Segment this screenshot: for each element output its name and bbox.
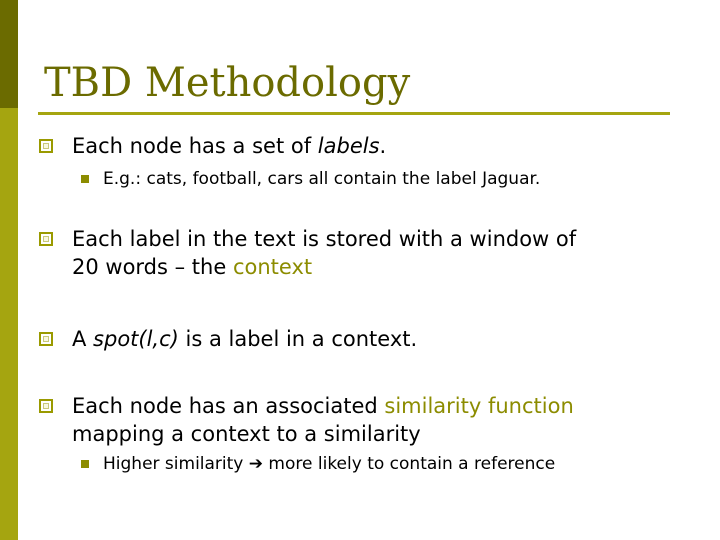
bullet-square-icon xyxy=(39,399,53,413)
bullet-4-text: Each node has an associated similarity function mapping a context to a similarity xyxy=(72,394,574,446)
sub-bullet-square-icon xyxy=(81,460,89,468)
bullet-3-text: A spot(l,c) is a label in a context. xyxy=(72,327,418,351)
bullet-square-icon xyxy=(39,332,53,346)
sidebar-band-top xyxy=(0,0,18,108)
bullet-square-icon xyxy=(39,232,53,246)
bullet-4-sub-text: Higher similarity ➔ more likely to contain a reference xyxy=(103,454,556,474)
bullet-square-icon xyxy=(39,139,53,153)
sidebar-band-bottom xyxy=(0,108,18,540)
sub-bullet-square-icon xyxy=(81,175,89,183)
slide-title: TBD Methodology xyxy=(44,60,411,106)
bullet-1-text: Each node has a set of labels. xyxy=(72,134,387,158)
bullet-2-text: Each label in the text is stored with a window of 20 words – the context xyxy=(72,227,577,279)
sidebar-band xyxy=(0,0,18,540)
arrow-right-icon: ➔ xyxy=(248,454,264,474)
title-underline xyxy=(38,112,670,115)
bullet-1-sub-text: E.g.: cats, football, cars all contain the label Jaguar. xyxy=(103,169,541,189)
